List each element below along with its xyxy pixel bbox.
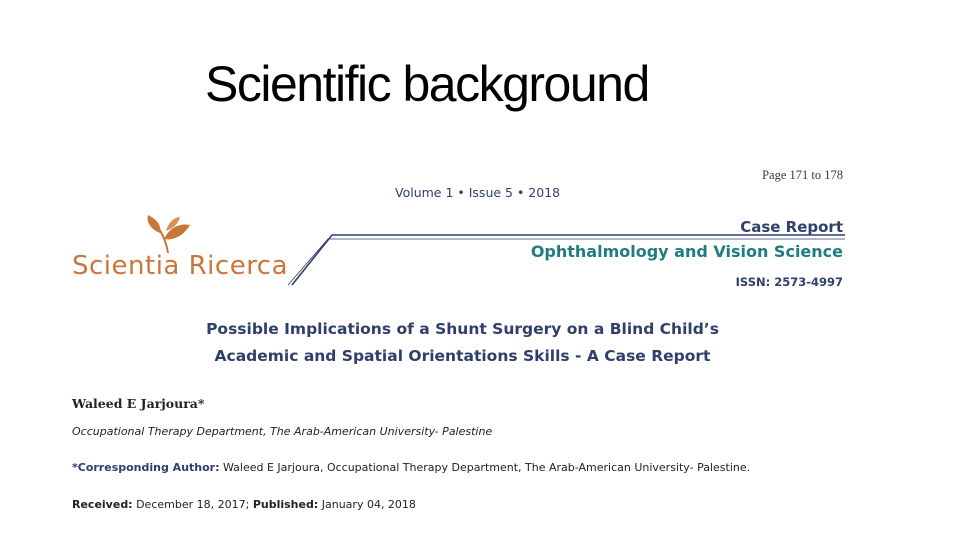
publisher-logo (70, 213, 290, 287)
article-title-line-1: Possible Implications of a Shunt Surgery on a Blind Child’s (206, 320, 719, 338)
slide-title: Scientific background (205, 56, 649, 112)
author: Waleed E Jarjoura* (72, 396, 205, 411)
received-date: December 18, 2017; (132, 498, 253, 511)
issn: ISSN: 2573-4997 (735, 275, 843, 289)
paper-header-image (70, 163, 845, 540)
volume-issue: Volume 1 • Issue 5 • 2018 (395, 185, 561, 200)
article-title (170, 316, 755, 370)
published-label: Published: (252, 498, 319, 511)
page-range: Page 171 to 178 (762, 168, 843, 182)
corresponding-author (72, 461, 750, 474)
dates (72, 498, 416, 511)
journal-name: Ophthalmology and Vision Science (530, 242, 843, 261)
logo-text: Scientia Ricerca (72, 251, 289, 281)
affiliation: Occupational Therapy Department, The Arab-American University- Palestine (72, 425, 493, 438)
corresponding-author-text: Waleed E Jarjoura, Occupational Therapy Department, The Arab-American University- Palestine. (219, 461, 751, 474)
article-title-line-2: Academic and Spatial Orientations Skills - A Case Report (214, 347, 711, 365)
published-date: January 04, 2018 (318, 498, 416, 511)
article-type: Case Report (740, 218, 843, 236)
received-label: Received: (72, 498, 133, 511)
leaf-icon (140, 213, 200, 255)
corresponding-author-label: *Corresponding Author: (72, 461, 220, 474)
